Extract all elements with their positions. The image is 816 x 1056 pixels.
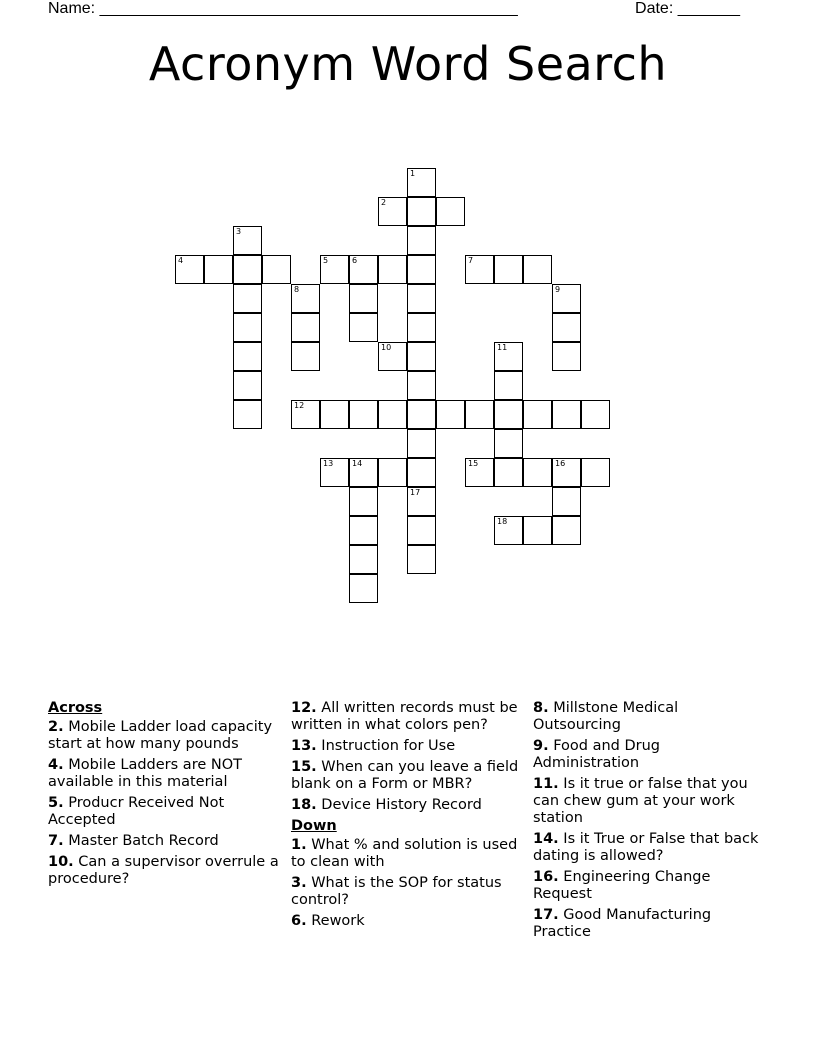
clue-item <box>291 759 527 793</box>
cell-number: 8 <box>294 285 300 294</box>
cell-number: 5 <box>323 256 329 265</box>
clue-text: What is the SOP for status control? <box>291 875 502 908</box>
clue-item <box>533 700 769 734</box>
grid-cell[interactable] <box>291 400 320 429</box>
clue-item <box>533 907 769 941</box>
cell-number: 13 <box>323 459 334 468</box>
grid-cell[interactable] <box>494 342 523 371</box>
grid-cell[interactable] <box>407 371 436 400</box>
clue-number: 17. <box>533 907 559 923</box>
grid-cell[interactable] <box>494 400 523 429</box>
grid-cell[interactable] <box>291 284 320 313</box>
cell-number: 15 <box>468 459 479 468</box>
clue-number: 15. <box>291 759 317 775</box>
clue-number: 8. <box>533 700 549 716</box>
across-heading: Across <box>48 700 103 716</box>
cell-number: 3 <box>236 227 242 236</box>
cell-number: 11 <box>497 343 508 352</box>
clue-item <box>48 719 284 753</box>
clue-item <box>291 797 527 814</box>
grid-cell[interactable] <box>233 371 262 400</box>
grid-cell[interactable] <box>407 545 436 574</box>
grid-cell[interactable] <box>436 400 465 429</box>
clue-number: 4. <box>48 757 64 773</box>
grid-cell[interactable] <box>407 255 436 284</box>
date-field[interactable]: Date: _______ <box>635 0 740 17</box>
grid-cell[interactable] <box>233 342 262 371</box>
grid-cell[interactable] <box>552 342 581 371</box>
clue-item <box>48 795 284 829</box>
clue-number: 2. <box>48 719 64 735</box>
grid-cell[interactable] <box>494 429 523 458</box>
cell-number: 4 <box>178 256 184 265</box>
grid-cell[interactable] <box>494 458 523 487</box>
cell-number: 9 <box>555 285 561 294</box>
clue-number: 6. <box>291 913 307 929</box>
grid-cell[interactable] <box>581 400 610 429</box>
clue-number: 11. <box>533 776 559 792</box>
down-heading: Down <box>291 818 337 834</box>
grid-cell[interactable] <box>349 574 378 603</box>
clue-text: Master Batch Record <box>68 833 219 849</box>
clue-text: Instruction for Use <box>321 738 456 754</box>
cell-number: 12 <box>294 401 305 410</box>
cell-number: 16 <box>555 459 566 468</box>
cell-number: 14 <box>352 459 363 468</box>
grid-cell[interactable] <box>233 400 262 429</box>
grid-cell[interactable] <box>204 255 233 284</box>
clue-text: All written records must be written in what colors pen? <box>291 700 518 733</box>
clue-item <box>291 875 527 909</box>
clue-item <box>533 738 769 772</box>
clue-text: When can you leave a field blank on a Form or MBR? <box>291 759 519 792</box>
clue-number: 10. <box>48 854 74 870</box>
clue-item <box>533 776 769 827</box>
grid-cell[interactable] <box>407 429 436 458</box>
grid-cell[interactable] <box>407 487 436 516</box>
grid-cell[interactable] <box>291 313 320 342</box>
grid-cell[interactable] <box>349 545 378 574</box>
clue-text: What % and solution is used to clean with <box>291 837 518 870</box>
grid-cell[interactable] <box>407 168 436 197</box>
grid-cell[interactable] <box>523 255 552 284</box>
grid-cell[interactable] <box>233 255 262 284</box>
grid-cell[interactable] <box>349 487 378 516</box>
grid-cell[interactable] <box>436 197 465 226</box>
grid-cell[interactable] <box>552 313 581 342</box>
clue-number: 1. <box>291 837 307 853</box>
grid-cell[interactable] <box>233 226 262 255</box>
grid-cell[interactable] <box>465 458 494 487</box>
grid-cell[interactable] <box>552 400 581 429</box>
cell-number: 1 <box>410 169 416 178</box>
grid-cell[interactable] <box>494 371 523 400</box>
clue-text: Food and Drug Administration <box>533 738 661 771</box>
clue-number: 14. <box>533 831 559 847</box>
clue-text: Millstone Medical Outsourcing <box>533 700 679 733</box>
clue-item <box>48 854 284 888</box>
grid-cell[interactable] <box>349 400 378 429</box>
clue-number: 5. <box>48 795 64 811</box>
clue-number: 7. <box>48 833 64 849</box>
grid-cell[interactable] <box>552 516 581 545</box>
grid-cell[interactable] <box>552 487 581 516</box>
clue-number: 9. <box>533 738 549 754</box>
grid-cell[interactable] <box>552 284 581 313</box>
cell-number: 18 <box>497 517 508 526</box>
grid-cell[interactable] <box>465 255 494 284</box>
grid-cell[interactable] <box>378 342 407 371</box>
clue-item <box>291 738 527 755</box>
clue-text: Is it True or False that back dating is allowed? <box>533 831 759 864</box>
grid-cell[interactable] <box>407 313 436 342</box>
grid-cell[interactable] <box>349 458 378 487</box>
clue-text: Good Manufacturing Practice <box>533 907 712 940</box>
grid-cell[interactable] <box>378 197 407 226</box>
clue-item <box>291 837 527 871</box>
grid-cell[interactable] <box>349 284 378 313</box>
grid-cell[interactable] <box>407 342 436 371</box>
grid-cell[interactable] <box>552 458 581 487</box>
grid-cell[interactable] <box>407 197 436 226</box>
grid-cell[interactable] <box>320 255 349 284</box>
grid-cell[interactable] <box>175 255 204 284</box>
clue-text: Rework <box>311 913 365 929</box>
clue-number: 13. <box>291 738 317 754</box>
clue-text: Engineering Change Request <box>533 869 711 902</box>
grid-cell[interactable] <box>465 400 494 429</box>
grid-cell[interactable] <box>378 255 407 284</box>
grid-cell[interactable] <box>494 516 523 545</box>
clue-text: Device History Record <box>321 797 482 813</box>
grid-cell[interactable] <box>349 255 378 284</box>
grid-cell[interactable] <box>407 226 436 255</box>
grid-cell[interactable] <box>407 400 436 429</box>
clue-item <box>533 869 769 903</box>
cell-number: 10 <box>381 343 392 352</box>
clue-item <box>291 700 527 734</box>
grid-cell[interactable] <box>378 400 407 429</box>
clue-text: Can a supervisor overrule a procedure? <box>48 854 279 887</box>
clue-column-2 <box>291 700 527 934</box>
grid-cell[interactable] <box>581 458 610 487</box>
clue-number: 3. <box>291 875 307 891</box>
grid-cell[interactable] <box>349 313 378 342</box>
grid-cell[interactable] <box>407 516 436 545</box>
cell-number: 17 <box>410 488 421 497</box>
grid-cell[interactable] <box>523 516 552 545</box>
clue-item <box>48 833 284 850</box>
name-field[interactable]: Name: _______________________________________________ <box>48 0 518 17</box>
clue-number: 12. <box>291 700 317 716</box>
clue-text: Producr Received Not Accepted <box>48 795 225 828</box>
clue-item <box>48 757 284 791</box>
grid-cell[interactable] <box>494 255 523 284</box>
grid-cell[interactable] <box>349 516 378 545</box>
clue-column-3 <box>533 700 769 945</box>
grid-cell[interactable] <box>233 284 262 313</box>
clue-text: Is it true or false that you can chew gum at your work station <box>533 776 748 826</box>
clue-item <box>533 831 769 865</box>
grid-cell[interactable] <box>407 458 436 487</box>
grid-cell[interactable] <box>233 313 262 342</box>
grid-cell[interactable] <box>320 400 349 429</box>
grid-cell[interactable] <box>291 342 320 371</box>
clue-text: Mobile Ladders are NOT available in this material <box>48 757 242 790</box>
clue-number: 18. <box>291 797 317 813</box>
page-title: Acronym Word Search <box>148 37 668 91</box>
clue-column-1 <box>48 700 284 892</box>
clue-number: 16. <box>533 869 559 885</box>
grid-cell[interactable] <box>262 255 291 284</box>
cell-number: 2 <box>381 198 387 207</box>
cell-number: 6 <box>352 256 358 265</box>
grid-cell[interactable] <box>320 458 349 487</box>
grid-cell[interactable] <box>523 458 552 487</box>
grid-cell[interactable] <box>378 458 407 487</box>
cell-number: 7 <box>468 256 474 265</box>
grid-cell[interactable] <box>523 400 552 429</box>
clue-text: Mobile Ladder load capacity start at how many pounds <box>48 719 273 752</box>
clue-item <box>291 913 527 930</box>
grid-cell[interactable] <box>407 284 436 313</box>
